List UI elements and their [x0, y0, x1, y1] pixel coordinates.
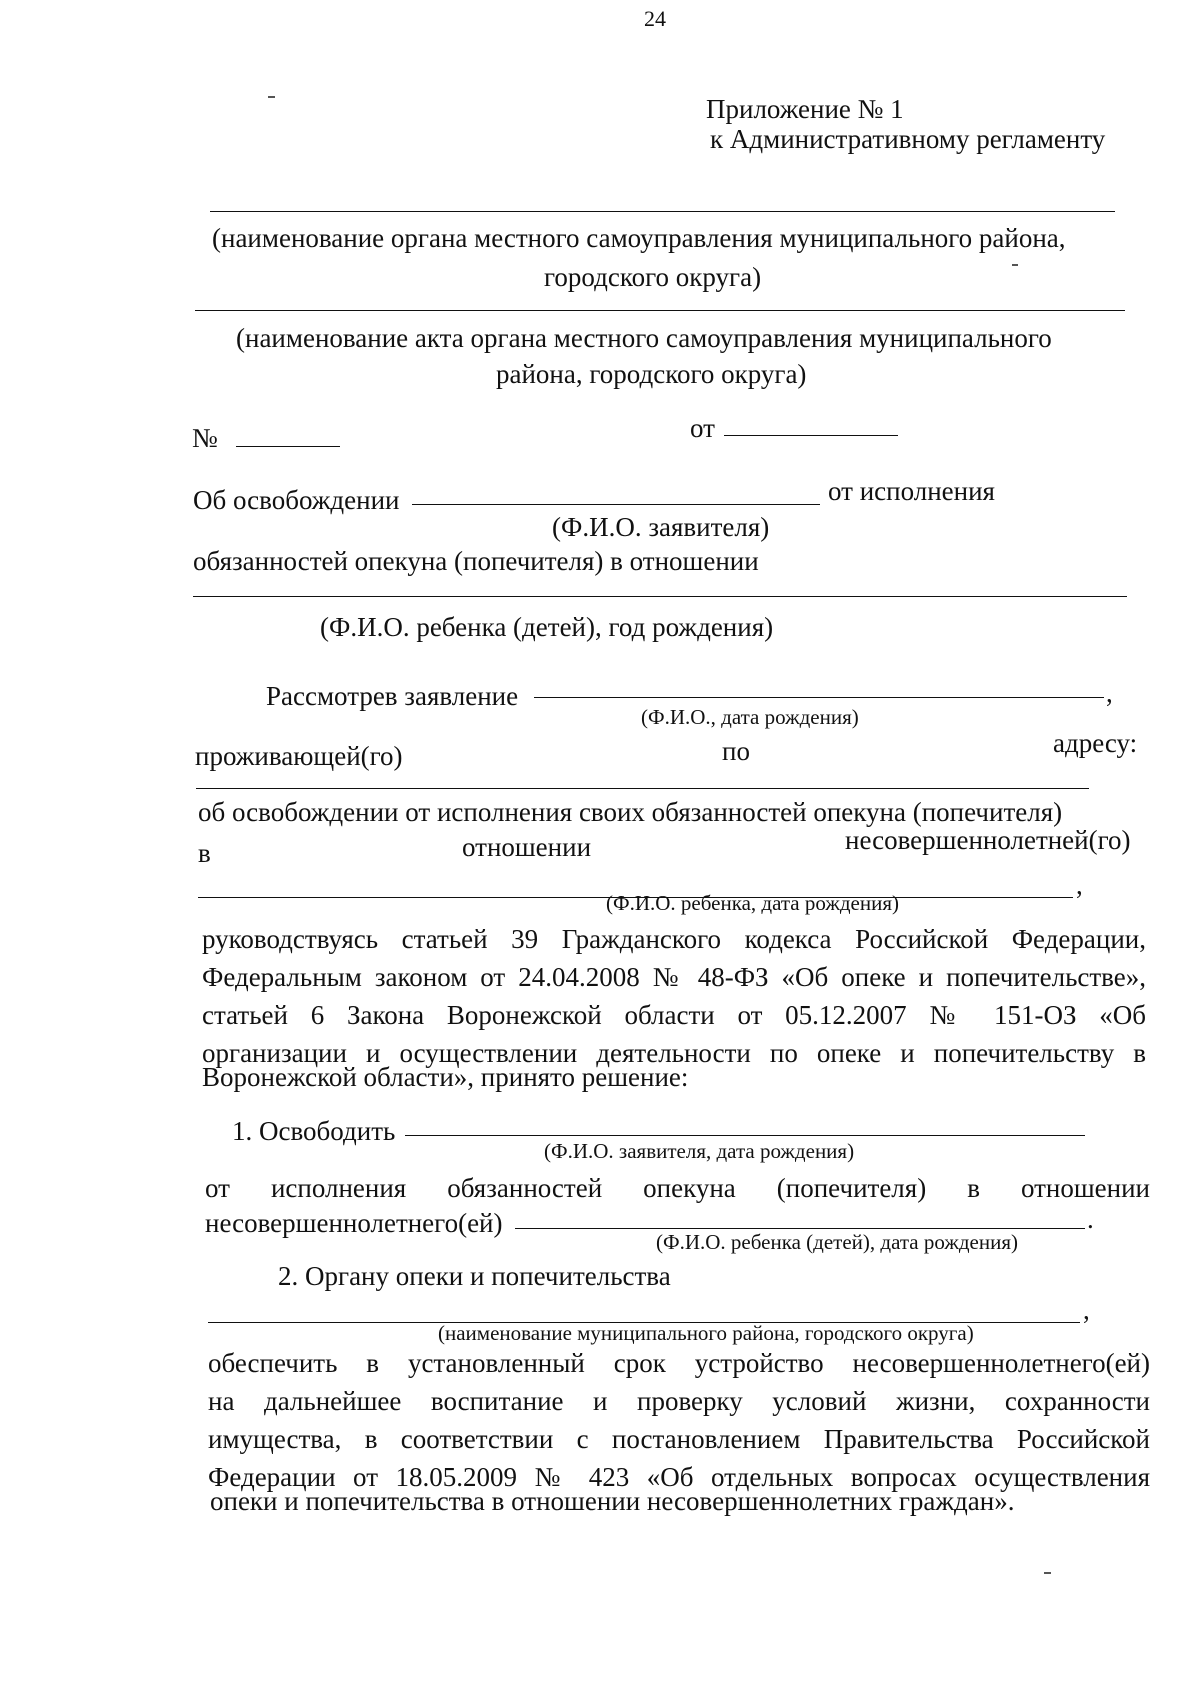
- child-name-line: [193, 596, 1127, 597]
- applicant-name-line: [412, 504, 820, 505]
- item1-applicant-caption: (Ф.И.О. заявителя, дата рождения): [544, 1139, 855, 1163]
- subject-tail: от исполнения: [828, 476, 995, 506]
- item1-children-line: [515, 1228, 1085, 1229]
- scan-speck: [1012, 264, 1018, 266]
- guided-line: организации и осуществлении деятельности по опеке и попечительству в: [202, 1038, 1146, 1068]
- page-number: 24: [644, 6, 666, 31]
- item2-last-line: опеки и попечительства в отношении несовершеннолетних граждан».: [210, 1486, 1015, 1516]
- guided-last-line: Воронежской области», принято решение:: [202, 1062, 689, 1092]
- scan-speck: [1044, 1572, 1051, 1574]
- relation-word-regarding: отношении: [462, 832, 592, 862]
- number-label: №: [192, 423, 218, 453]
- comma: ,: [1083, 1295, 1090, 1325]
- act-caption-2: района, городского округа): [496, 359, 807, 389]
- relation-word-in: в: [198, 838, 211, 868]
- number-line: [236, 446, 340, 447]
- appendix-subtitle: к Административному регламенту: [710, 124, 1106, 154]
- item1-line-3: несовершеннолетнего(ей): [205, 1208, 503, 1238]
- item2-label: 2. Органу опеки и попечительства: [278, 1261, 671, 1291]
- considered-label: Рассмотрев заявление: [266, 681, 519, 711]
- subject-line-2: обязанностей опекуна (попечителя) в отношении: [193, 546, 759, 576]
- act-name-line: [195, 310, 1125, 311]
- relation-word-minor: несовершеннолетней(го): [845, 825, 1131, 855]
- item1-line-2-text: от исполнения обязанностей опекуна (попечителя) в отношении: [205, 1173, 1150, 1203]
- residing-word: проживающей(го): [195, 741, 403, 771]
- guided-line: Федеральным законом от 24.04.2008 № 48-ФЗ «Об опеке и попечительстве»,: [202, 962, 1146, 992]
- release-line: об освобождении от исполнения своих обязанностей опекуна (попечителя): [198, 797, 1063, 827]
- item2-line: на дальнейшее воспитание и проверку условий жизни, сохранности: [208, 1386, 1150, 1416]
- district-caption: (наименование муниципального района, городского округа): [438, 1321, 974, 1345]
- org-name-line: [210, 211, 1115, 212]
- subject-lead: Об освобождении: [193, 485, 400, 515]
- child-dob-caption: (Ф.И.О. ребенка, дата рождения): [606, 891, 899, 915]
- period: .: [1087, 1204, 1094, 1234]
- applicant-line: [534, 697, 1104, 698]
- date-line: [724, 435, 898, 436]
- act-caption-1: (наименование акта органа местного самоуправления муниципального: [236, 323, 1052, 353]
- name-dob-caption: (Ф.И.О., дата рождения): [641, 705, 859, 729]
- comma: ,: [1106, 678, 1113, 708]
- address-word: адресу:: [1053, 728, 1138, 758]
- item1-applicant-line: [405, 1135, 1085, 1136]
- org-caption-2: городского округа): [544, 262, 762, 292]
- item1-label: 1. Освободить: [232, 1116, 396, 1146]
- item2-line: Федерации от 18.05.2009 № 423 «Об отдельных вопросах осуществления: [208, 1462, 1150, 1492]
- item1-children-caption: (Ф.И.О. ребенка (детей), дата рождения): [656, 1230, 1018, 1254]
- guided-line: статьей 6 Закона Воронежской области от 05.12.2007 № 151-ОЗ «Об: [202, 1000, 1146, 1030]
- item2-line: имущества, в соответствии с постановлением Правительства Российской: [208, 1424, 1150, 1454]
- address-line: [196, 788, 1089, 789]
- applicant-caption: (Ф.И.О. заявителя): [552, 512, 770, 542]
- date-label: от: [690, 413, 715, 443]
- appendix-title: Приложение № 1: [706, 94, 904, 124]
- guided-paragraph: [202, 920, 1146, 1072]
- org-caption-1: (наименование органа местного самоуправления муниципального района,: [212, 223, 1066, 253]
- item2-line: обеспечить в установленный срок устройство несовершеннолетнего(ей): [208, 1348, 1150, 1378]
- item2-paragraph: [208, 1344, 1150, 1496]
- by-word: по: [722, 736, 750, 766]
- comma: ,: [1076, 870, 1083, 900]
- scan-speck: [268, 96, 275, 98]
- child-caption: (Ф.И.О. ребенка (детей), год рождения): [320, 612, 774, 642]
- guided-line: руководствуясь статьей 39 Гражданского кодекса Российской Федерации,: [202, 924, 1146, 954]
